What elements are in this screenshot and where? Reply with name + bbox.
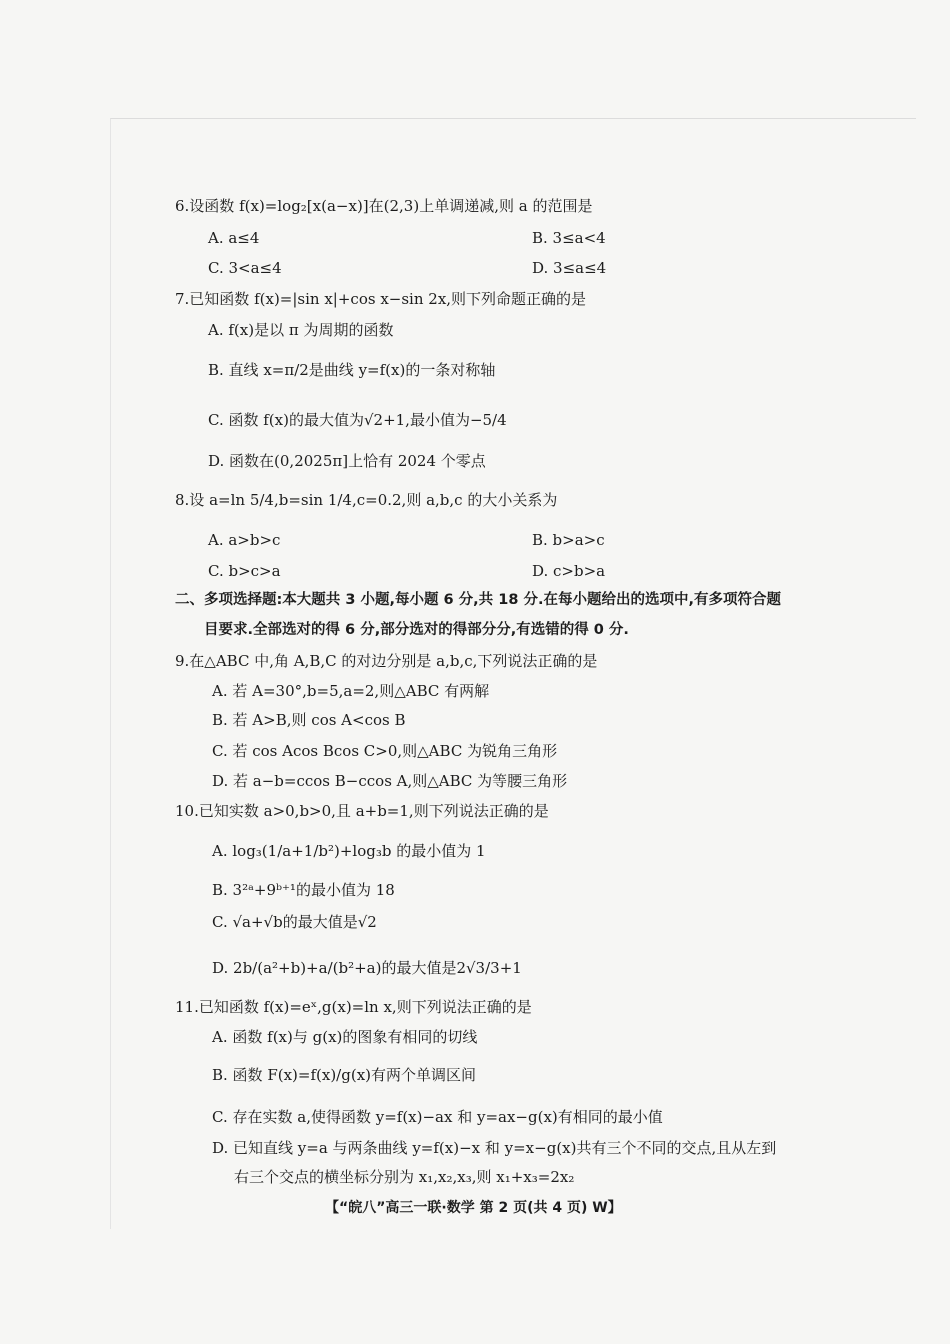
section-2-heading: 二、多项选择题:本大题共 3 小题,每小题 6 分,共 18 分.在每小题给出的选项中,有多项符合题 <box>175 592 781 608</box>
q6-option-a: A. a≤4 <box>208 229 260 247</box>
q8-option-a: A. a>b>c <box>208 531 281 549</box>
q10-option-a: A. log₃(1/a+1/b²)+log₃b 的最小值为 1 <box>212 842 486 860</box>
q7-option-a: A. f(x)是以 π 为周期的函数 <box>208 321 394 339</box>
q6-stem: 6.设函数 f(x)=log₂[x(a−x)]在(2,3)上单调递减,则 a 的范围是 <box>175 197 593 215</box>
q6-option-b: B. 3≤a<4 <box>532 229 606 247</box>
q7-option-d: D. 函数在(0,2025π]上恰有 2024 个零点 <box>208 452 486 470</box>
q11-option-c: C. 存在实数 a,使得函数 y=f(x)−ax 和 y=ax−g(x)有相同的最小值 <box>212 1108 663 1126</box>
q8-option-c: C. b>c>a <box>208 562 281 580</box>
q10-option-b: B. 3²ᵃ+9ᵇ⁺¹的最小值为 18 <box>212 881 395 899</box>
q9-option-d: D. 若 a−b=ccos B−ccos A,则△ABC 为等腰三角形 <box>212 772 568 790</box>
q9-option-b: B. 若 A>B,则 cos A<cos B <box>212 711 406 729</box>
page-sheet <box>110 118 916 1229</box>
q10-option-d: D. 2b/(a²+b)+a/(b²+a)的最大值是2√3/3+1 <box>212 959 522 977</box>
section-2-instructions: 目要求.全部选对的得 6 分,部分选对的得部分分,有选错的得 0 分. <box>204 622 629 638</box>
q10-option-c: C. √a+√b的最大值是√2 <box>212 913 377 931</box>
q7-option-c: C. 函数 f(x)的最大值为√2+1,最小值为−5/4 <box>208 411 507 429</box>
q6-option-c: C. 3<a≤4 <box>208 259 282 277</box>
q8-stem: 8.设 a=ln 5/4,b=sin 1/4,c=0.2,则 a,b,c 的大小关系为 <box>175 491 558 509</box>
q9-stem: 9.在△ABC 中,角 A,B,C 的对边分别是 a,b,c,下列说法正确的是 <box>175 652 598 670</box>
q11-stem: 11.已知函数 f(x)=eˣ,g(x)=ln x,则下列说法正确的是 <box>175 998 532 1016</box>
q10-stem: 10.已知实数 a>0,b>0,且 a+b=1,则下列说法正确的是 <box>175 802 549 820</box>
q7-option-b: B. 直线 x=π/2是曲线 y=f(x)的一条对称轴 <box>208 361 496 379</box>
q11-option-d: D. 已知直线 y=a 与两条曲线 y=f(x)−x 和 y=x−g(x)共有三个不同的交点,且从左到 <box>212 1139 777 1157</box>
q11-option-a: A. 函数 f(x)与 g(x)的图象有相同的切线 <box>212 1028 478 1046</box>
q9-option-c: C. 若 cos Acos Bcos C>0,则△ABC 为锐角三角形 <box>212 742 558 760</box>
page-footer: 【“皖八”高三一联·数学 第 2 页(共 4 页) W】 <box>325 1200 622 1216</box>
q6-option-d: D. 3≤a≤4 <box>532 259 607 277</box>
q11-option-b: B. 函数 F(x)=f(x)/g(x)有两个单调区间 <box>212 1066 477 1084</box>
q8-option-b: B. b>a>c <box>532 531 605 549</box>
q11-option-d-continued: 右三个交点的横坐标分别为 x₁,x₂,x₃,则 x₁+x₃=2x₂ <box>234 1168 575 1186</box>
q9-option-a: A. 若 A=30°,b=5,a=2,则△ABC 有两解 <box>212 682 490 700</box>
q7-stem: 7.已知函数 f(x)=|sin x|+cos x−sin 2x,则下列命题正确的是 <box>175 290 587 308</box>
q8-option-d: D. c>b>a <box>532 562 606 580</box>
